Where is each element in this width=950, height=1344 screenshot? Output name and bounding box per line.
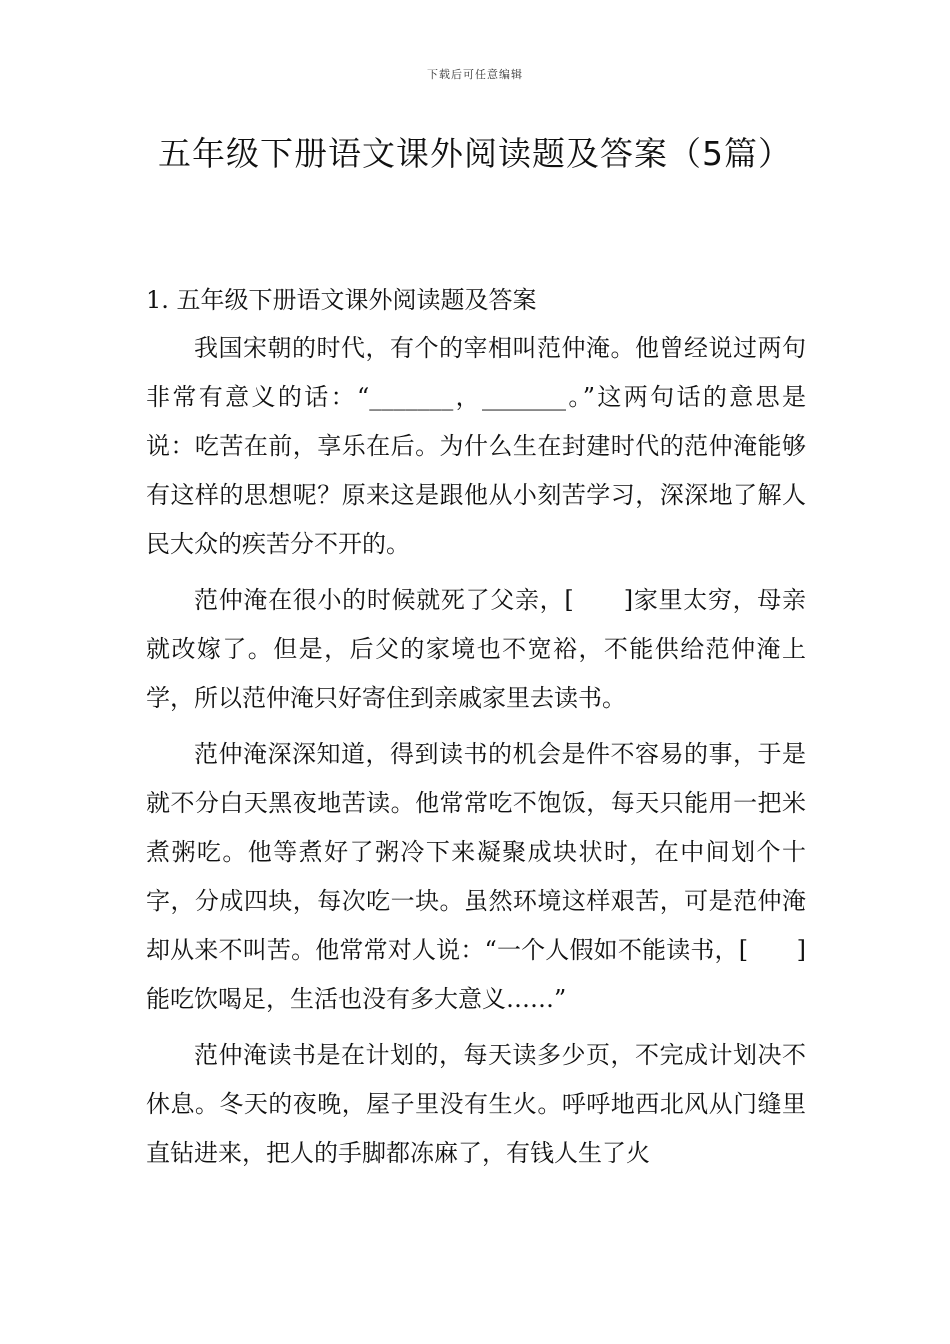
header-note: 下载后可任意编辑 bbox=[427, 68, 523, 81]
document-title: 五年级下册语文课外阅读题及答案（5篇） bbox=[158, 134, 792, 173]
document-body bbox=[146, 278, 806, 1185]
paragraph: 范仲淹在很小的时候就死了父亲，[ ]家里太穷，母亲就改嫁了。但是，后父的家境也不宽裕，不能供给范仲淹上学，所以范仲淹只好寄住到亲戚家里去读书。 bbox=[146, 586, 806, 712]
paragraph: 我国宋朝的时代，有个的宰相叫范仲淹。他曾经说过两句非常有意义的话：“_______，_______。”这两句话的意思是说：吃苦在前，享乐在后。为什么生在封建时代的范仲淹能够有这样的思想呢？原来这是跟他从小刻苦学习，深深地了解人民大众的疾苦分不开的。 bbox=[146, 334, 806, 558]
paragraph: 范仲淹读书是在计划的，每天读多少页，不完成计划决不休息。冬天的夜晚，屋子里没有生火。呼呼地西北风从门缝里直钻进来，把人的手脚都冻麻了，有钱人生了火 bbox=[146, 1041, 806, 1167]
paragraph: 范仲淹深深知道，得到读书的机会是件不容易的事，于是就不分白天黑夜地苦读。他常常吃不饱饭，每天只能用一把米煮粥吃。他等煮好了粥冷下来凝聚成块状时，在中间划个十字，分成四块，每次吃一块。虽然环境这样艰苦，可是范仲淹却从来不叫苦。他常常对人说：“一个人假如不能读书，[ ]能吃饮喝足，生活也没有多大意义……” bbox=[146, 740, 806, 1013]
section-heading: 1. 五年级下册语文课外阅读题及答案 bbox=[146, 286, 537, 314]
